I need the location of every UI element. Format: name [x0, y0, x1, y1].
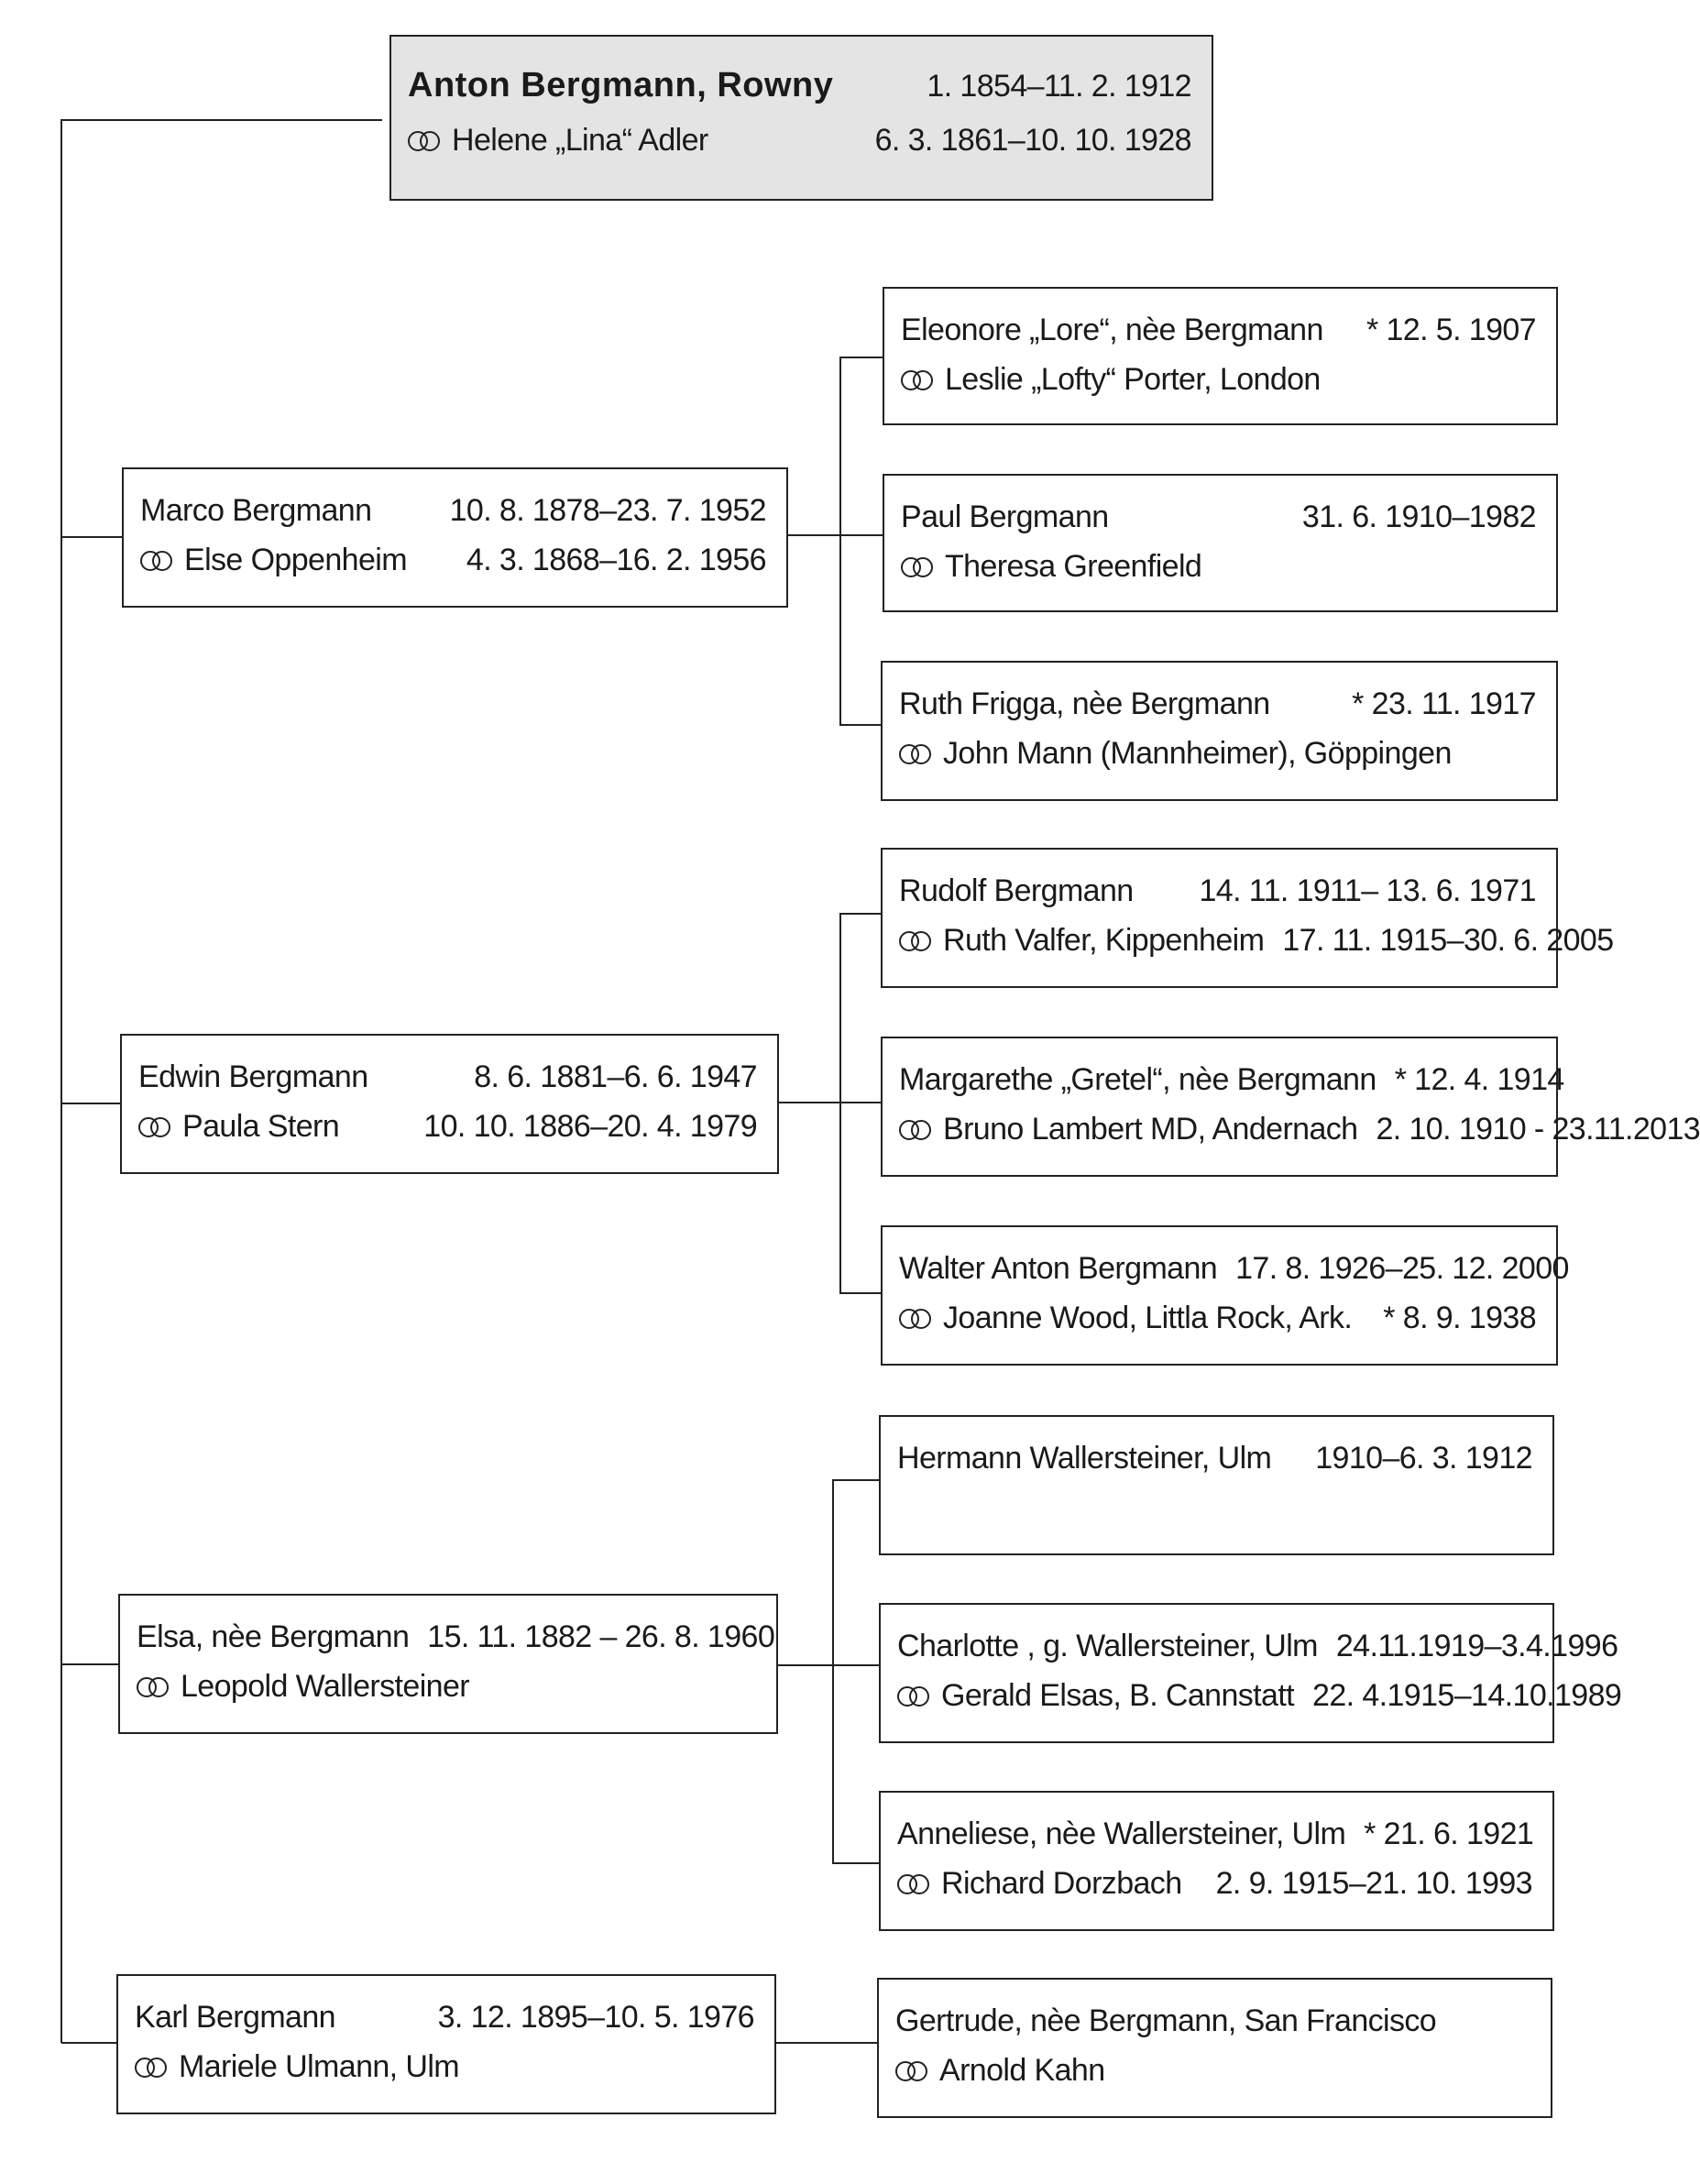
child-box-marco [122, 467, 788, 608]
person-name: Elsa, nèe Bergmann [137, 1619, 410, 1654]
grandchild-box-charlotte [879, 1603, 1622, 1743]
marriage-rings-icon [901, 370, 936, 390]
person-name: Eleonore „Lore“, nèe Bergmann [901, 313, 1323, 347]
grandchild-box-ruth-frigga [881, 661, 1558, 801]
marriage-rings-icon [899, 744, 934, 764]
person-name: Anneliese, nèe Wallersteiner, Ulm [897, 1816, 1346, 1851]
spouse-name: Else Oppenheim [184, 543, 407, 577]
person-name: Marco Bergmann [140, 493, 372, 528]
spouse-name: Paula Stern [182, 1109, 340, 1144]
person-dates: 14. 11. 1911– 13. 6. 1971 [1199, 873, 1536, 908]
person-dates: * 12. 5. 1907 [1365, 313, 1536, 347]
spouse-name: Richard Dorzbach [941, 1866, 1182, 1901]
person-dates: 15. 11. 1882 – 26. 8. 1960 [427, 1619, 775, 1654]
child-box-karl [116, 1974, 776, 2114]
person-dates: * 21. 6. 1921 [1364, 1816, 1534, 1851]
spouse-name: Bruno Lambert MD, Andernach [943, 1112, 1358, 1147]
marriage-rings-icon [408, 131, 443, 151]
grandchild-box-gertrude [877, 1978, 1552, 2118]
person-name: Hermann Wallersteiner, Ulm [897, 1441, 1272, 1476]
spouse-name: Theresa Greenfield [945, 549, 1202, 584]
grandchild-box-eleonore [883, 287, 1558, 425]
spouse-name: Leslie „Lofty“ Porter, London [945, 362, 1321, 397]
spouse-dates: 22. 4.1915–14.10.1989 [1312, 1678, 1622, 1713]
spouse-name: Ruth Valfer, Kippenheim [943, 923, 1265, 958]
person-dates: 3. 12. 1895–10. 5. 1976 [437, 2000, 754, 2035]
child-box-elsa [118, 1594, 778, 1734]
marriage-rings-icon [140, 551, 175, 571]
marriage-rings-icon [897, 1874, 932, 1894]
child-box-edwin [120, 1034, 779, 1174]
marriage-rings-icon [137, 1677, 171, 1697]
root-spouse-dates: 6. 3. 1861–10. 10. 1928 [874, 123, 1191, 158]
person-name: Walter Anton Bergmann [899, 1251, 1218, 1286]
marriage-rings-icon [901, 557, 936, 577]
spouse-name: Leopold Wallersteiner [181, 1669, 469, 1704]
person-dates: 17. 8. 1926–25. 12. 2000 [1235, 1251, 1569, 1286]
spouse-dates: 4. 3. 1868–16. 2. 1956 [466, 543, 766, 577]
person-name: Margarethe „Gretel“, nèe Bergmann [899, 1062, 1376, 1097]
marriage-rings-icon [899, 1309, 934, 1329]
marriage-rings-icon [138, 1117, 173, 1137]
grandchild-box-walter [881, 1225, 1569, 1366]
person-dates: 1910–6. 3. 1912 [1315, 1441, 1532, 1476]
person-name: Edwin Bergmann [138, 1059, 368, 1094]
branch-bracket-marco [840, 357, 883, 725]
marriage-rings-icon [899, 1120, 934, 1140]
root-person-box [389, 35, 1213, 201]
person-name: Karl Bergmann [135, 2000, 335, 2035]
marriage-rings-icon [895, 2061, 930, 2081]
spouse-dates: 2. 9. 1915–21. 10. 1993 [1215, 1866, 1532, 1901]
person-dates: 10. 8. 1878–23. 7. 1952 [449, 493, 766, 528]
spouse-name: Gerald Elsas, B. Cannstatt [941, 1678, 1295, 1713]
person-name: Charlotte , g. Wallersteiner, Ulm [897, 1629, 1318, 1663]
person-name: Ruth Frigga, nèe Bergmann [899, 686, 1270, 721]
person-dates: * 23. 11. 1917 [1352, 686, 1536, 721]
spouse-dates: * 8. 9. 1938 [1383, 1301, 1536, 1335]
root-spouse: Helene „Lina“ Adler [452, 123, 708, 158]
spouse-name: John Mann (Mannheimer), Göppingen [943, 736, 1452, 771]
person-name: Gertrude, nèe Bergmann, San Francisco [895, 2003, 1437, 2038]
grandchild-box-paul [883, 474, 1558, 612]
grandchild-box-rudolf [881, 848, 1614, 988]
person-dates: 8. 6. 1881–6. 6. 1947 [474, 1059, 757, 1094]
spouse-dates: 2. 10. 1910 - 23.11.2013 [1376, 1112, 1700, 1147]
marriage-rings-icon [897, 1686, 932, 1707]
spouse-dates: 17. 11. 1915–30. 6. 2005 [1282, 923, 1614, 958]
spouse-name: Joanne Wood, Littla Rock, Ark. [943, 1301, 1353, 1335]
person-dates: 24.11.1919–3.4.1996 [1335, 1629, 1618, 1663]
marriage-rings-icon [899, 931, 934, 951]
grandchild-box-margarethe [881, 1037, 1700, 1177]
grandchild-box-anneliese [879, 1791, 1554, 1931]
person-name: Paul Bergmann [901, 499, 1109, 534]
grandchild-box-hermann [879, 1415, 1554, 1555]
person-dates: * 12. 4. 1914 [1394, 1062, 1564, 1097]
marriage-rings-icon [135, 2058, 170, 2078]
root-dates: 1. 1854–11. 2. 1912 [927, 69, 1191, 104]
root-name: Anton Bergmann, Rowny [408, 66, 834, 104]
person-name: Rudolf Bergmann [899, 873, 1134, 908]
spouse-name: Arnold Kahn [939, 2053, 1105, 2088]
spouse-name: Mariele Ulmann, Ulm [179, 2049, 460, 2084]
spouse-dates: 10. 10. 1886–20. 4. 1979 [423, 1109, 757, 1144]
branch-bracket-elsa [833, 1480, 879, 1863]
person-dates: 31. 6. 1910–1982 [1301, 499, 1536, 534]
